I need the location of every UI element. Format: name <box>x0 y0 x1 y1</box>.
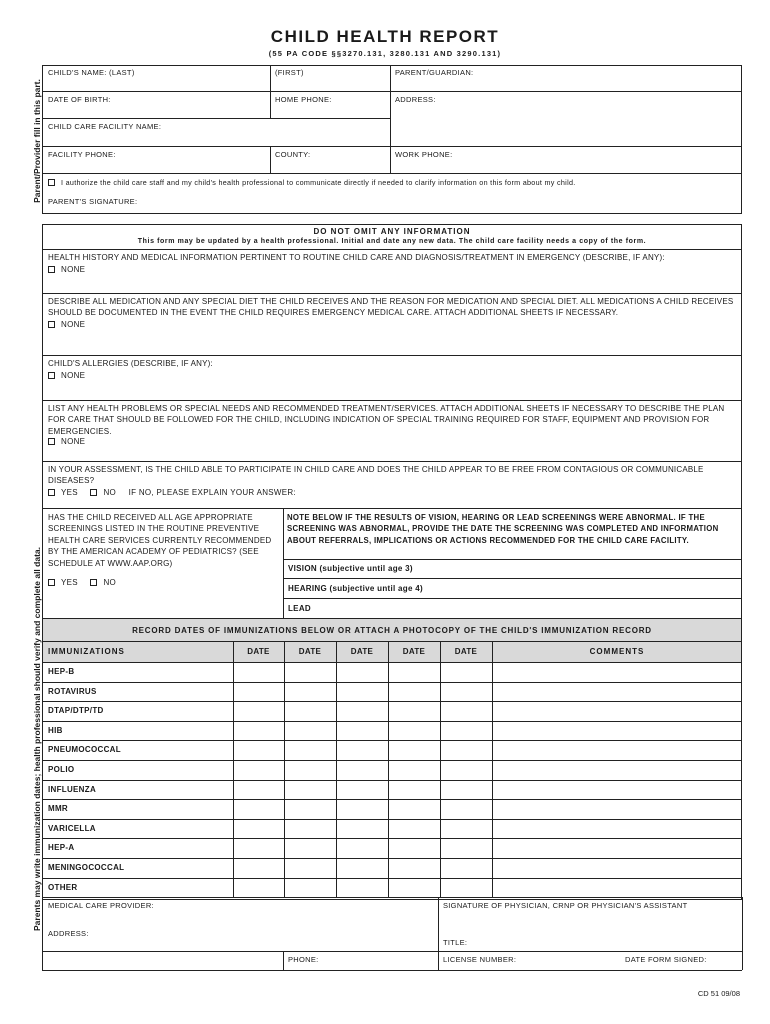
parents-signature-field[interactable]: PARENT'S SIGNATURE: <box>48 197 138 206</box>
provider-phone-field[interactable]: PHONE: <box>288 955 319 964</box>
immunization-row-label: MENINGOCOCCAL <box>48 863 125 872</box>
immunization-row-divider <box>42 701 742 702</box>
health-problems-none: NONE <box>48 437 85 446</box>
assessment-options: YES NO IF NO, PLEASE EXPLAIN YOUR ANSWER: <box>48 488 296 497</box>
lead-field[interactable]: LEAD <box>288 604 311 613</box>
side-label-professional: Parents may write immunization dates; health professional should verify and complete all data. <box>32 547 42 932</box>
vision-field[interactable]: VISION (subjective until age 3) <box>288 564 413 573</box>
provider-address-field[interactable]: ADDRESS: <box>48 929 89 938</box>
col-date-4: DATE <box>402 647 426 656</box>
authorize-statement: I authorize the child care staff and my child's health professional to communicate directly if needed to clarify information on this form about my child. <box>48 178 576 187</box>
county-field[interactable]: COUNTY: <box>275 150 311 159</box>
immunization-row-divider <box>42 838 742 839</box>
authorize-checkbox[interactable] <box>48 179 55 186</box>
parent-guardian-field[interactable]: PARENT/GUARDIAN: <box>395 68 474 77</box>
immunization-row-divider <box>42 819 742 820</box>
date-signed-field[interactable]: DATE FORM SIGNED: <box>625 955 707 964</box>
assessment-yes-checkbox[interactable] <box>48 489 55 496</box>
update-note: This form may be updated by a health professional. Initial and date any new data. The child care facility needs a copy of the form. <box>137 238 647 245</box>
health-problems-none-checkbox[interactable] <box>48 438 55 445</box>
form-id: CD 51 09/08 <box>697 989 740 998</box>
allergies-field[interactable]: CHILD'S ALLERGIES (DESCRIBE, IF ANY): <box>48 359 213 368</box>
screenings-options: YES NO <box>48 578 116 587</box>
screenings-no-checkbox[interactable] <box>90 579 97 586</box>
col-immunizations: IMMUNIZATIONS <box>48 647 125 656</box>
medical-care-provider-field[interactable]: MEDICAL CARE PROVIDER: <box>48 901 154 910</box>
col-comments: COMMENTS <box>589 647 645 656</box>
immunization-row-divider <box>42 721 742 722</box>
screenings-note: NOTE BELOW IF THE RESULTS OF VISION, HEARING OR LEAD SCREENINGS WERE ABNORMAL. IF THE SCREENING WAS ABNORMAL, PROVIDE THE DATE THE SCREENING WAS COMPLETED AND INFORMATION ABOUT REFERRALS, IMPLICATIONS OR ACTIONS RECOMMENDED FOR THE CHILD CARE FACILITY. <box>287 513 719 545</box>
immunization-row-label: HEP-A <box>48 843 75 853</box>
parent-section <box>42 65 742 214</box>
first-name-field[interactable]: (FIRST) <box>275 68 304 77</box>
assessment-no-checkbox[interactable] <box>90 489 97 496</box>
immunization-row-label: HIB <box>48 725 63 735</box>
immunization-banner: RECORD DATES OF IMMUNIZATIONS BELOW OR ATTACH A PHOTOCOPY OF THE CHILD'S IMMUNIZATION RECORD <box>132 626 652 635</box>
home-phone-field[interactable]: HOME PHONE: <box>275 95 332 104</box>
hearing-field[interactable]: HEARING (subjective until age 4) <box>288 584 423 593</box>
allergies-none-checkbox[interactable] <box>48 372 55 379</box>
license-number-field[interactable]: LICENSE NUMBER: <box>443 955 517 964</box>
medication-none-checkbox[interactable] <box>48 321 55 328</box>
col-date-5: DATE <box>454 647 478 656</box>
immunization-row-label: DTAP/DTP/TD <box>48 706 104 716</box>
immunization-row-divider <box>42 858 742 859</box>
health-history-none: NONE <box>48 265 85 274</box>
assessment-question: IN YOUR ASSESSMENT, IS THE CHILD ABLE TO PARTICIPATE IN CHILD CARE AND DOES THE CHILD APPEAR TO BE FREE FROM CONTAGIOUS OR COMMUNICABLE DISEASES? <box>48 465 704 486</box>
do-not-omit-heading: DO NOT OMIT ANY INFORMATION <box>313 227 471 236</box>
screenings-question: HAS THE CHILD RECEIVED ALL AGE APPROPRIATE SCREENINGS LISTED IN THE ROUTINE PREVENTIVE HEALTH CARE SERVICES CURRENTLY RECOMMENDED BY THE AMERICAN ACADEMY OF PEDIATRICS? (SEE SCHEDULE AT WWW.AAP.ORG) <box>48 513 272 568</box>
immunization-row-label: OTHER <box>48 882 78 892</box>
physician-signature-field[interactable]: SIGNATURE OF PHYSICIAN, CRNP OR PHYSICIAN'S ASSISTANT <box>443 901 688 910</box>
immunization-row-divider <box>42 740 742 741</box>
immunization-row-label: PNEUMOCOCCAL <box>48 745 121 755</box>
medication-field[interactable]: DESCRIBE ALL MEDICATION AND ANY SPECIAL DIET THE CHILD RECEIVES AND THE REASON FOR MEDICATION AND SPECIAL DIET. ALL MEDICATIONS A CHILD RECEIVES SHOULD BE DOCUMENTED IN THE EVENT THE CHILD REQUIRES EMERGENCY MEDICAL CARE. ATTACH ADDITIONAL SHEETS IF NECESSARY. <box>48 297 734 318</box>
date-of-birth-field[interactable]: DATE OF BIRTH: <box>48 95 111 104</box>
col-date-2: DATE <box>298 647 322 656</box>
immunization-row-label: MMR <box>48 804 69 814</box>
immunization-row-divider <box>42 799 742 800</box>
immunization-row-divider <box>42 682 742 683</box>
assessment-explain-label: IF NO, PLEASE EXPLAIN YOUR ANSWER: <box>128 488 297 497</box>
facility-phone-field[interactable]: FACILITY PHONE: <box>48 150 116 159</box>
health-history-field[interactable]: HEALTH HISTORY AND MEDICAL INFORMATION PERTINENT TO ROUTINE CHILD CARE AND DIAGNOSIS/TREATMENT IN EMERGENCY (DESCRIBE, IF ANY): <box>48 253 665 262</box>
title-field[interactable]: TITLE: <box>443 938 468 947</box>
allergies-none: NONE <box>48 371 85 380</box>
immunization-row-label: ROTAVIRUS <box>48 686 97 696</box>
health-history-none-checkbox[interactable] <box>48 266 55 273</box>
immunization-row-label: HEP-B <box>48 667 75 676</box>
health-problems-field[interactable]: LIST ANY HEALTH PROBLEMS OR SPECIAL NEEDS AND RECOMMENDED TREATMENT/SERVICES. ATTACH ADDITIONAL SHEETS IF NECESSARY TO DESCRIBE THE PLAN FOR CARE THAT SHOULD BE FOLLOWED FOR THE CHILD, INCLUDING INDICATION OF SPECIAL TRAINING REQUIRED FOR STAFF, EQUIPMENT AND PROVISION FOR EMERGENCIES. <box>48 404 725 436</box>
immunization-row-label: POLIO <box>48 765 75 774</box>
col-date-1: DATE <box>247 647 270 656</box>
immunization-row-divider <box>42 878 742 879</box>
immunization-row-divider <box>42 780 742 781</box>
immunization-row-label: VARICELLA <box>48 823 96 833</box>
facility-name-field[interactable]: CHILD CARE FACILITY NAME: <box>48 122 162 131</box>
form-title: CHILD HEALTH REPORT <box>270 27 500 46</box>
form-subtitle: (55 PA CODE §§3270.131, 3280.131 AND 3290.131) <box>268 49 502 58</box>
immunization-row-label: INFLUENZA <box>48 784 97 794</box>
immunization-row-divider <box>42 760 742 761</box>
col-date-3: DATE <box>350 647 374 656</box>
screenings-yes-checkbox[interactable] <box>48 579 55 586</box>
address-field[interactable]: ADDRESS: <box>395 95 436 104</box>
medication-none: NONE <box>48 320 85 329</box>
side-label-parent: Parent/Provider fill in this part. <box>32 79 42 203</box>
work-phone-field[interactable]: WORK PHONE: <box>395 150 453 159</box>
childs-name-field[interactable]: CHILD'S NAME: (LAST) <box>48 68 135 77</box>
